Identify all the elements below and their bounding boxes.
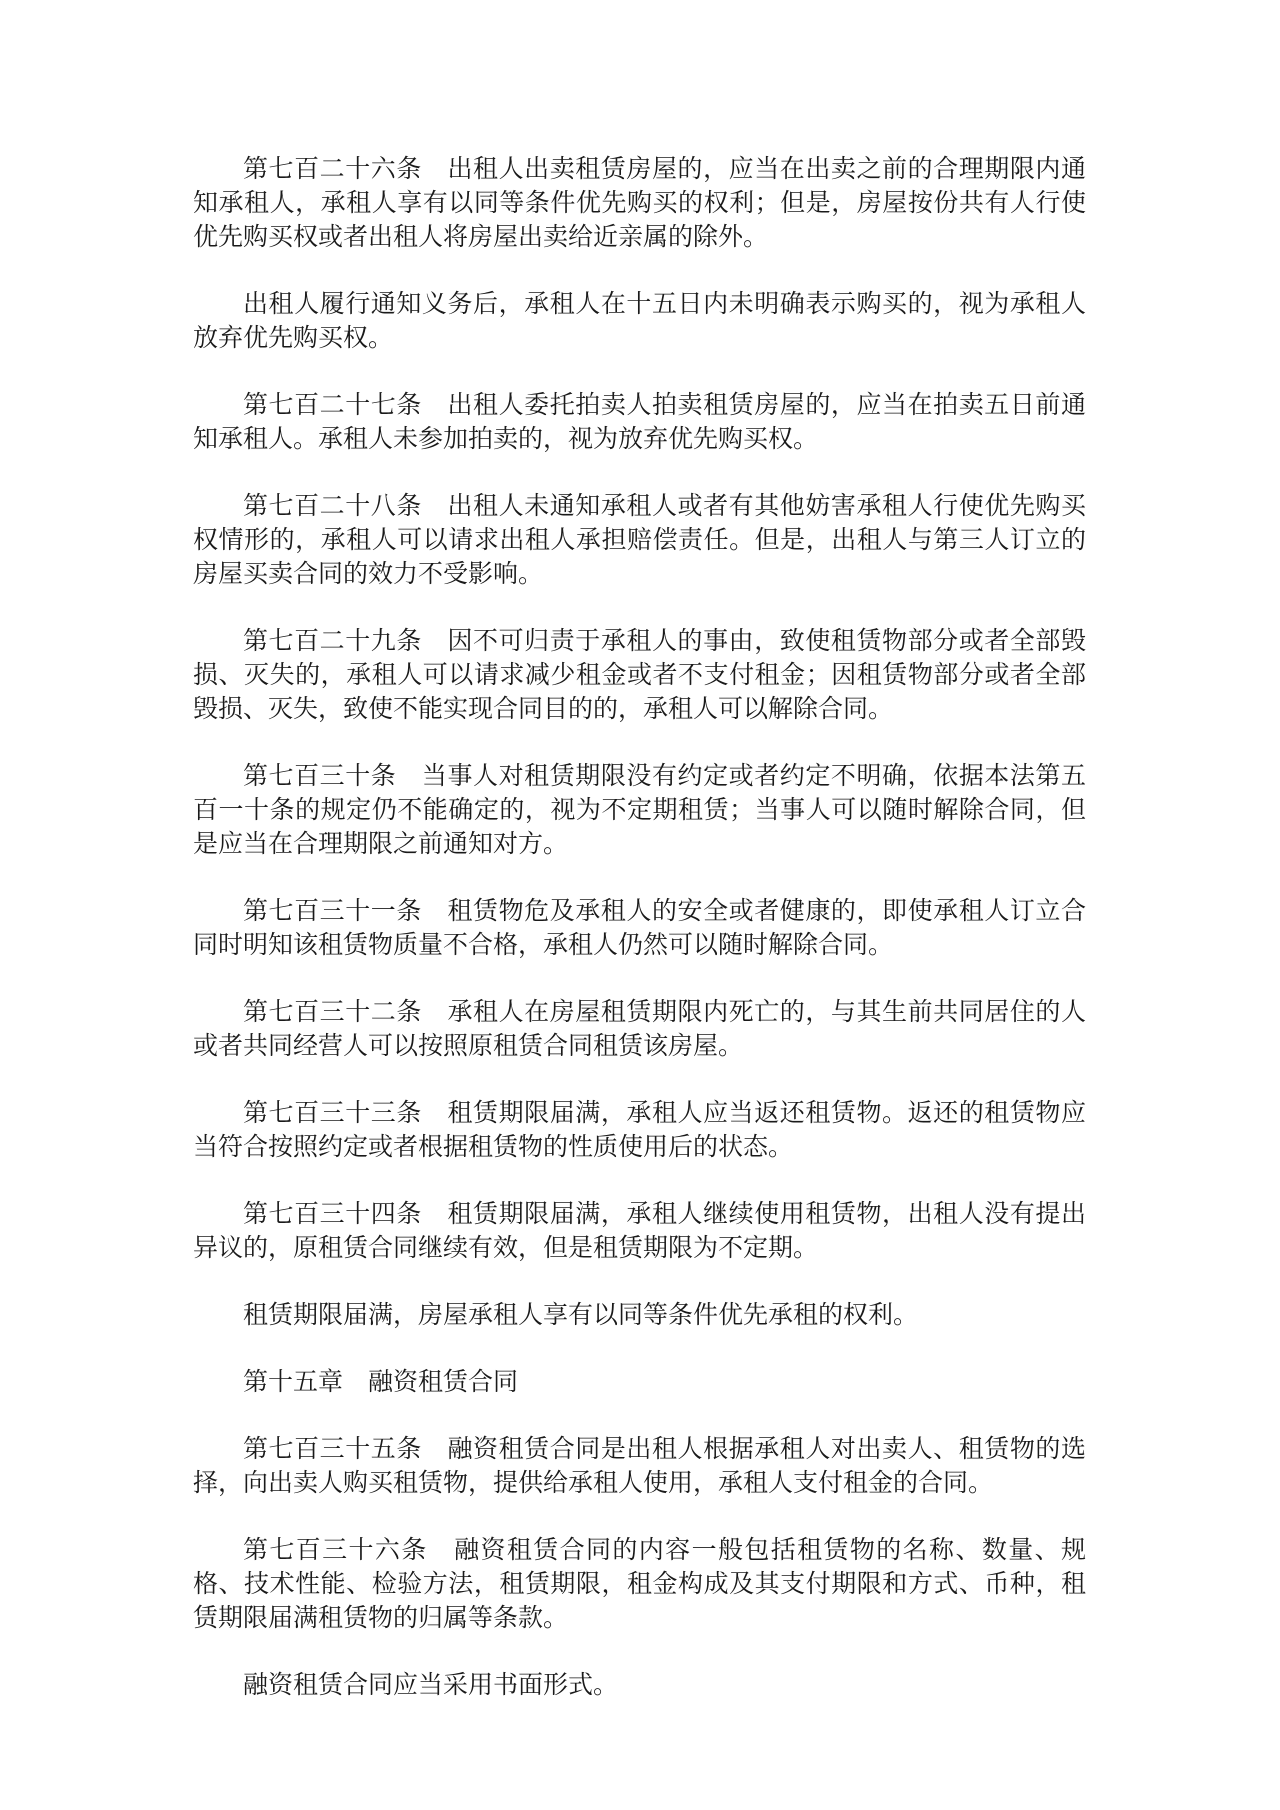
article-728: 第七百二十八条 出租人未通知承租人或者有其他妨害承租人行使优先购买权情形的，承租人可以请求出租人承担赔偿责任。但是，出租人与第三人订立的房屋买卖合同的效力不受影响。 [193,491,1086,588]
document-body [193,152,1086,1735]
article-730: 第七百三十条 当事人对租赁期限没有约定或者约定不明确，依据本法第五百一十条的规定仍不能确定的，视为不定期租赁；当事人可以随时解除合同，但是应当在合理期限之前通知对方。 [193,761,1086,858]
article-734: 第七百三十四条 租赁期限届满，承租人继续使用租赁物，出租人没有提出异议的，原租赁合同继续有效，但是租赁期限为不定期。 [193,1199,1086,1262]
article-727: 第七百二十七条 出租人委托拍卖人拍卖租赁房屋的，应当在拍卖五日前通知承租人。承租人未参加拍卖的，视为放弃优先购买权。 [193,390,1086,453]
article-734-paragraph-2: 租赁期限届满，房屋承租人享有以同等条件优先承租的权利。 [243,1300,919,1329]
article-729: 第七百二十九条 因不可归责于承租人的事由，致使租赁物部分或者全部毁损、灭失的，承租人可以请求减少租金或者不支付租金；因租赁物部分或者全部毁损、灭失，致使不能实现合同目的的，承租人可以解除合同。 [193,626,1086,723]
article-736-paragraph-2: 融资租赁合同应当采用书面形式。 [243,1670,619,1699]
chapter-15-heading: 第十五章 融资租赁合同 [243,1367,519,1396]
article-733: 第七百三十三条 租赁期限届满，承租人应当返还租赁物。返还的租赁物应当符合按照约定或者根据租赁物的性质使用后的状态。 [193,1098,1086,1161]
article-735: 第七百三十五条 融资租赁合同是出租人根据承租人对出卖人、租赁物的选择，向出卖人购买租赁物，提供给承租人使用，承租人支付租金的合同。 [193,1434,1086,1497]
article-726-paragraph-2: 出租人履行通知义务后，承租人在十五日内未明确表示购买的，视为承租人放弃优先购买权。 [193,289,1086,352]
article-726: 第七百二十六条 出租人出卖租赁房屋的，应当在出卖之前的合理期限内通知承租人，承租人享有以同等条件优先购买的权利；但是，房屋按份共有人行使优先购买权或者出租人将房屋出卖给近亲属的除外。 [193,154,1086,251]
article-732: 第七百三十二条 承租人在房屋租赁期限内死亡的，与其生前共同居住的人或者共同经营人可以按照原租赁合同租赁该房屋。 [193,997,1086,1060]
article-736: 第七百三十六条 融资租赁合同的内容一般包括租赁物的名称、数量、规格、技术性能、检验方法，租赁期限，租金构成及其支付期限和方式、币种，租赁期限届满租赁物的归属等条款。 [193,1535,1086,1632]
article-731: 第七百三十一条 租赁物危及承租人的安全或者健康的，即使承租人订立合同时明知该租赁物质量不合格，承租人仍然可以随时解除合同。 [193,896,1086,959]
